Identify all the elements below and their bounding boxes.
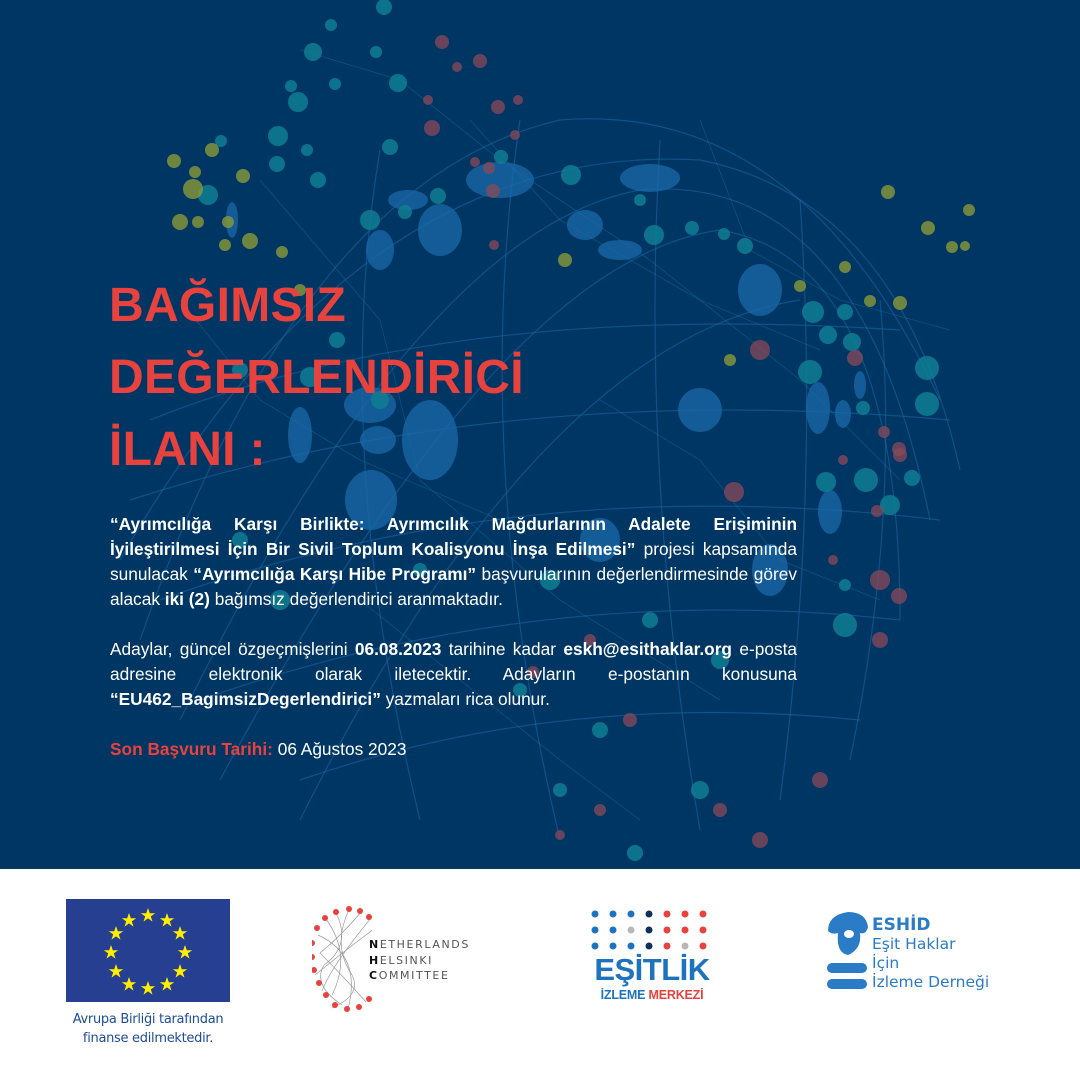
- project-paragraph: [110, 512, 797, 612]
- program-name: “Ayrımcılığa Karşı Hibe Programı”: [193, 564, 477, 584]
- title-line-1: BAĞIMSIZ: [109, 279, 347, 332]
- application-text-c: e-posta adresine elektronik olarak iletecektir. Adayların e-postanın konusuna: [110, 639, 797, 684]
- contact-email-link[interactable]: eskh@esithaklar.org: [563, 639, 732, 659]
- eshid-name: ESHİD: [872, 915, 931, 935]
- nhc-wordmark: [369, 937, 470, 984]
- email-subject: “EU462_BagimsizDegerlendirici”: [110, 689, 381, 709]
- eshid-wordmark: [872, 916, 989, 992]
- application-date: 06.08.2023: [354, 639, 442, 659]
- application-text-b: tarihine kadar: [441, 639, 564, 659]
- title-line-3: İLANI :: [109, 423, 266, 476]
- nhc-network-icon: [312, 905, 372, 1015]
- nhc-logo: [312, 905, 482, 1015]
- eye-equals-icon: [826, 909, 870, 1004]
- nhc-line-2: HELSINKI: [369, 953, 434, 967]
- application-text-d: yazmaları rica olunur.: [380, 689, 550, 709]
- page-title: [109, 270, 629, 486]
- deadline: [110, 737, 797, 762]
- deadline-value: 06 Ağustos 2023: [272, 739, 407, 759]
- esitlik-logo: [588, 909, 716, 1009]
- evaluator-count: iki (2): [164, 589, 210, 609]
- deadline-label: Son Başvuru Tarihi:: [110, 739, 273, 759]
- eshid-line-1: Eşit Haklar: [872, 935, 956, 953]
- eu-flag-icon: [66, 899, 230, 1002]
- project-text-b: başvurularının değerlendirmesinde görev alacak: [110, 564, 797, 609]
- dot-grid-icon: [588, 909, 716, 951]
- sponsor-footer: [0, 869, 1080, 1080]
- eshid-logo: [826, 909, 1036, 1004]
- announcement-body: [110, 512, 797, 762]
- eu-logo: [66, 899, 230, 1048]
- esitlik-title: EŞİTLİK: [594, 952, 710, 987]
- nhc-line-3: COMMITTEE: [369, 969, 450, 982]
- title-line-2: DEĞERLENDİRİCİ: [109, 351, 524, 404]
- eu-caption-line-1: Avrupa Birliği tarafından: [72, 1012, 224, 1027]
- nhc-line-1: NETHERLANDS: [369, 938, 470, 951]
- eshid-line-3: İzleme Derneği: [872, 973, 990, 991]
- eu-caption-line-2: finanse edilmektedir.: [82, 1031, 214, 1046]
- eu-caption: [66, 1010, 230, 1048]
- eshid-line-2: İçin: [872, 954, 900, 972]
- project-text-a: projesi kapsamında sunulacak: [110, 539, 797, 584]
- project-text-c: bağımsız değerlendirici aranmaktadır.: [209, 589, 503, 609]
- project-title: “Ayrımcılığa Karşı Birlikte: Ayrımcılık Mağdurlarının Adalete Erişiminin İyileştirilmesi İçin Bir Sivil Toplum Koalisyonu İnşa Edilmesi”: [110, 514, 797, 559]
- application-paragraph: [110, 637, 797, 712]
- application-text-a: Adaylar, güncel özgeçmişlerini: [110, 639, 355, 659]
- esitlik-subtitle: İZLEME MERKEZİ: [600, 988, 704, 1002]
